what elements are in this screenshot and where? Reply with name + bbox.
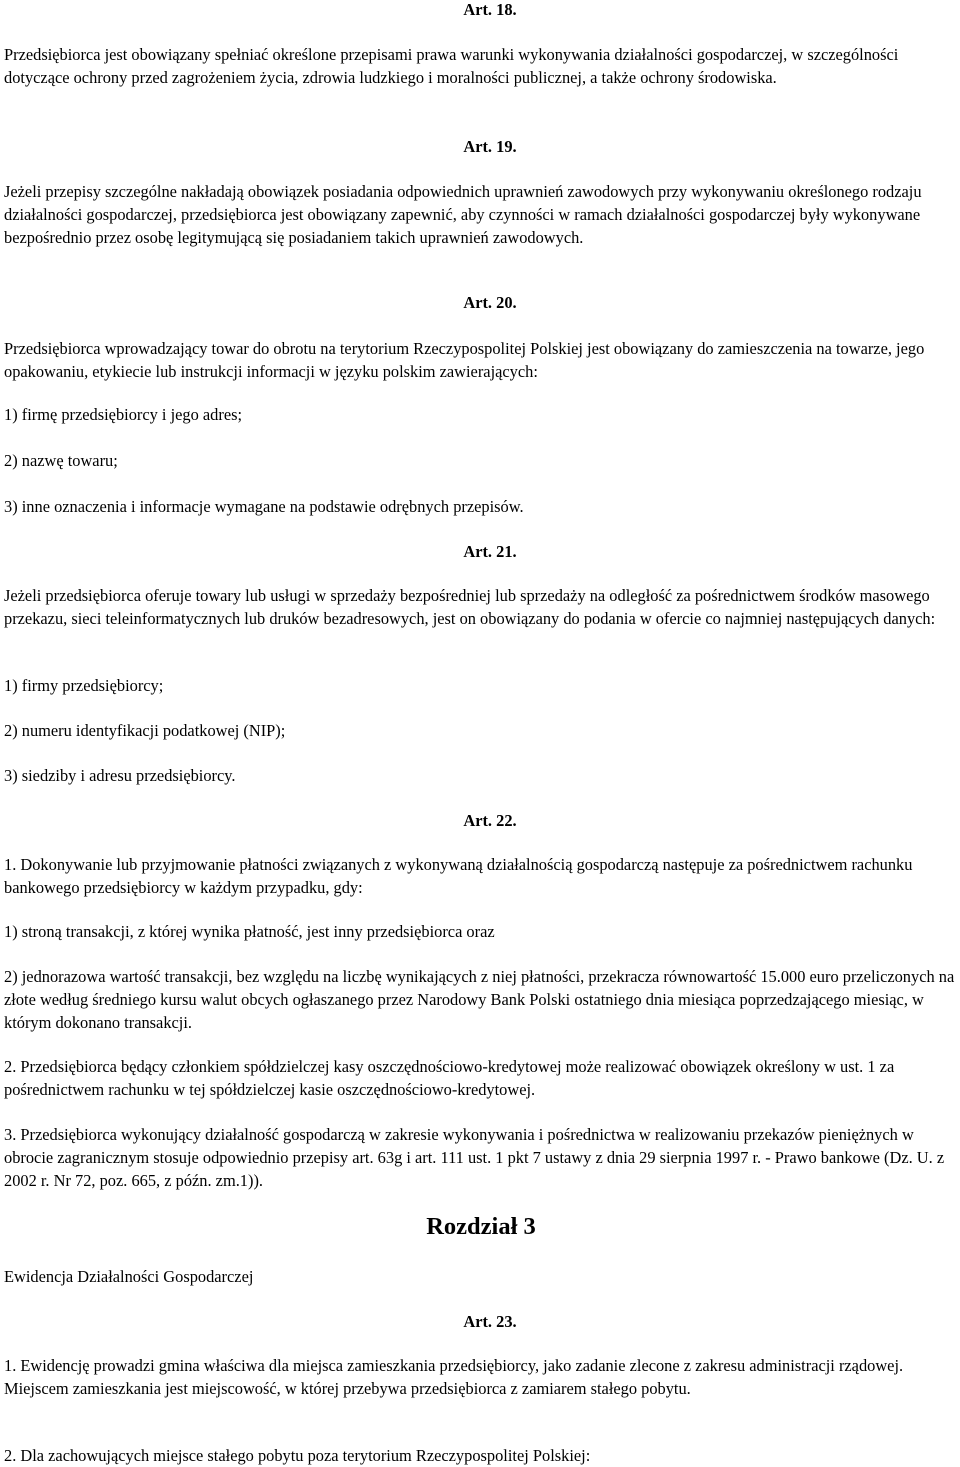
article-22-paragraph-1: 1. Dokonywanie lub przyjmowanie płatności związanych z wykonywaną działalnością gospodarczą następuje za pośrednictwem rachunku bankowego przedsiębiorcy w każdym przypadku, gdy: <box>4 855 913 897</box>
chapter-subtitle: Ewidencja Działalności Gospodarczej <box>4 1267 254 1286</box>
article-21-item-2: 2) numeru identyfikacji podatkowej (NIP); <box>4 721 286 740</box>
article-heading-23: Art. 23. <box>463 1312 517 1331</box>
article-18-paragraph: Przedsiębiorca jest obowiązany spełniać określone przepisami prawa warunki wykonywania działalności gospodarczej, w szczególności dotyczące ochrony przed zagrożeniem życia, zdrowia ludzkiego i moralności publicznej, a także ochrony środowiska. <box>4 45 899 87</box>
article-21-paragraph: Jeżeli przedsiębiorca oferuje towary lub usługi w sprzedaży bezpośredniej lub sprzedaży na odległość za pośrednictwem środków masowego przekazu, sieci teleinformatycznych lub druków bezadresowych, jest on obowiązany do podania w ofercie co najmniej następujących danych: <box>4 586 936 628</box>
article-21-item-3: 3) siedziby i adresu przedsiębiorcy. <box>4 766 236 785</box>
article-heading-20: Art. 20. <box>463 293 517 312</box>
article-23-paragraph-2: 2. Dla zachowujących miejsce stałego pobytu poza terytorium Rzeczypospolitej Polskiej: <box>4 1446 591 1465</box>
article-22-item-1: 1) stroną transakcji, z której wynika płatność, jest inny przedsiębiorca oraz <box>4 922 495 941</box>
article-heading-22: Art. 22. <box>463 811 517 830</box>
article-20-item-2: 2) nazwę towaru; <box>4 451 118 470</box>
article-20-item-1: 1) firmę przedsiębiorcy i jego adres; <box>4 405 243 424</box>
article-heading-19: Art. 19. <box>463 137 517 156</box>
chapter-title: Rozdział 3 <box>426 1213 536 1240</box>
article-22-paragraph-2: 2. Przedsiębiorca będący członkiem spółdzielczej kasy oszczędnościowo-kredytowej może realizować obowiązek określony w ust. 1 za pośrednictwem rachunku w tej spółdzielczej kasie oszczędnościowo-kredytowej. <box>4 1057 895 1099</box>
article-23-paragraph-1: 1. Ewidencję prowadzi gmina właściwa dla miejsca zamieszkania przedsiębiorcy, jako zadanie zlecone z zakresu administracji rządowej. Miejscem zamieszkania jest miejscowość, w której przebywa przedsiębiorca z zamiarem stałego pobytu. <box>4 1356 904 1398</box>
article-22-item-2: 2) jednorazowa wartość transakcji, bez względu na liczbę wynikających z niej płatności, przekracza równowartość 15.000 euro przeliczonych na złote według średniego kursu walut obcych ogłaszanego przez Narodowy Bank Polski ostatniego dnia miesiąca poprzedzającego miesiąc, w którym dokonano transakcji. <box>4 967 955 1032</box>
article-heading-18: Art. 18. <box>463 0 517 19</box>
article-20-item-3: 3) inne oznaczenia i informacje wymagane na podstawie odrębnych przepisów. <box>4 497 524 516</box>
article-heading-21: Art. 21. <box>463 542 517 561</box>
article-22-paragraph-3: 3. Przedsiębiorca wykonujący działalność gospodarczą w zakresie wykonywania i pośrednictwa w realizowaniu przekazów pieniężnych w obrocie zagranicznym stosuje odpowiednio przepisy art. 63g i art. 111 ust. 1 pkt 7 ustawy z dnia 29 sierpnia 1997 r. - Prawo bankowe (Dz. U. z 2002 r. Nr 72, poz. 665, z późn. zm.1)). <box>4 1125 945 1190</box>
article-21-item-1: 1) firmy przedsiębiorcy; <box>4 676 164 695</box>
article-19-paragraph: Jeżeli przepisy szczególne nakładają obowiązek posiadania odpowiednich uprawnień zawodowych przy wykonywaniu określonego rodzaju działalności gospodarczej, przedsiębiorca jest obowiązany zapewnić, aby czynności w ramach działalności gospodarczej były wykonywane bezpośrednio przez osobę legitymującą się posiadaniem takich uprawnień zawodowych. <box>4 182 922 247</box>
article-20-paragraph: Przedsiębiorca wprowadzający towar do obrotu na terytorium Rzeczypospolitej Polskiej jest obowiązany do zamieszczenia na towarze, jego opakowaniu, etykiecie lub instrukcji informacji w języku polskim zawierających: <box>4 339 925 381</box>
